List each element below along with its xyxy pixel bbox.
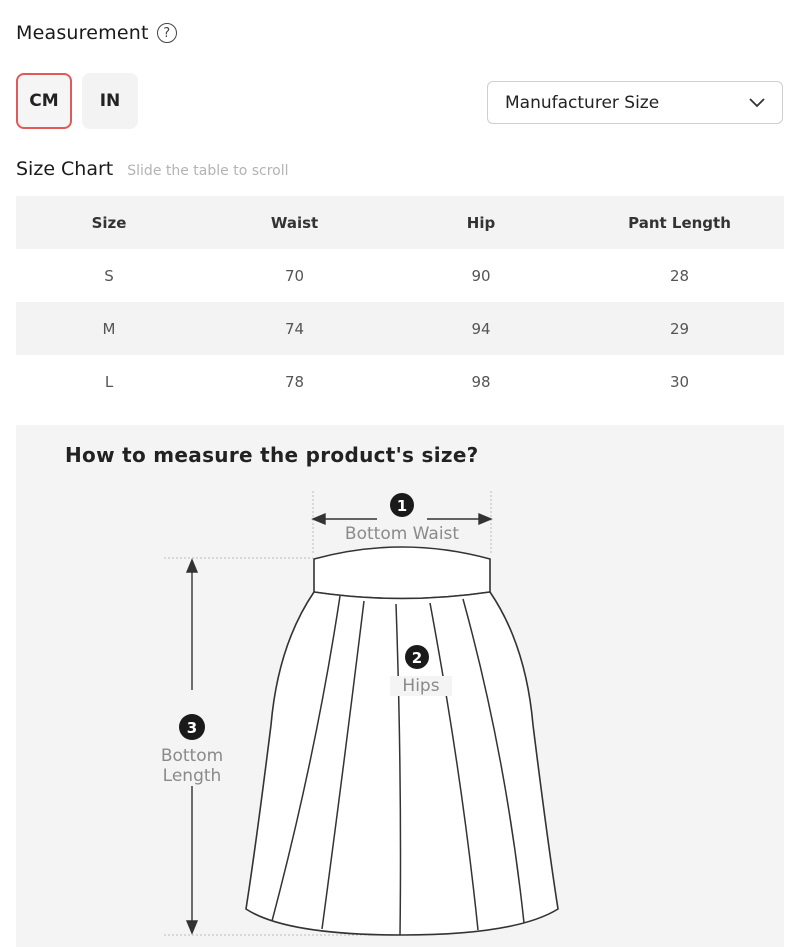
marker-2-number: 2 (411, 649, 423, 667)
chevron-down-icon (748, 97, 766, 109)
measurement-diagram (16, 425, 784, 947)
size-select-value: Manufacturer Size (505, 92, 660, 113)
marker-3-number: 3 (186, 719, 198, 737)
table-cell: S (104, 266, 114, 285)
bottom-length-label-line2: Length (152, 766, 232, 786)
table-row (16, 302, 784, 355)
table-cell: 28 (669, 266, 690, 285)
measurement-header (16, 22, 177, 44)
table-cell: 30 (669, 372, 690, 391)
table-cell: L (104, 372, 114, 391)
table-cell: 74 (202, 302, 387, 355)
column-header-size: Size (16, 196, 202, 249)
column-header-hip: Hip (387, 196, 575, 249)
size-chart-title: Size Chart (16, 158, 114, 180)
table-row (16, 355, 784, 408)
table-header-row (16, 196, 784, 249)
diagram-title: How to measure the product's size? (65, 443, 479, 467)
column-header-pant-length: Pant Length (575, 196, 784, 249)
table-cell: 94 (387, 302, 575, 355)
table-cell: 98 (471, 372, 491, 391)
table-row (16, 249, 784, 302)
bottom-length-label-line1: Bottom (152, 746, 232, 766)
bottom-waist-label: Bottom Waist (344, 524, 460, 544)
size-chart-table[interactable] (16, 196, 784, 408)
table-cell: 29 (575, 302, 784, 355)
question-circle-icon[interactable]: ? (157, 23, 177, 43)
size-chart-hint: Slide the table to scroll (127, 163, 289, 179)
table-cell: 78 (284, 372, 305, 391)
column-header-waist: Waist (202, 196, 387, 249)
table-cell: 90 (471, 266, 491, 285)
size-chart-header (16, 158, 289, 180)
unit-cm-button[interactable]: CM (16, 73, 72, 129)
hips-label: Hips (390, 676, 452, 696)
unit-in-button[interactable]: IN (82, 73, 138, 129)
manufacturer-size-select[interactable] (487, 81, 783, 124)
marker-1-number: 1 (396, 497, 408, 515)
table-cell: M (16, 302, 202, 355)
measurement-title: Measurement (16, 22, 149, 44)
table-cell: 70 (284, 266, 305, 285)
